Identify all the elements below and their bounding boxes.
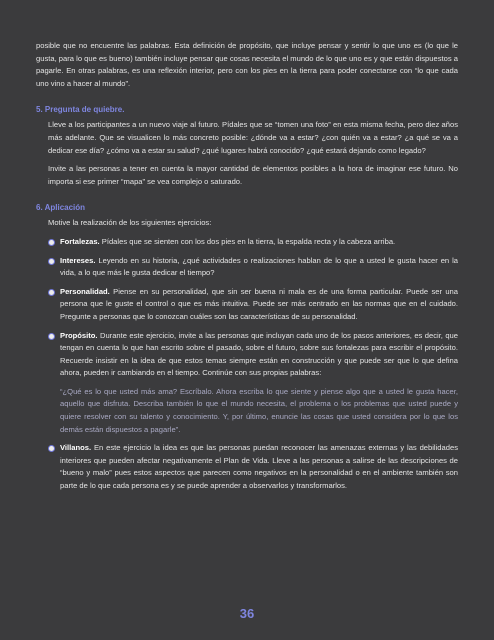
list-item-text: En este ejercicio la idea es que las personas puedan reconocer las amenazas externas y las debilidades interiores que pueden afectar negativamente el Plan de Vida. Lleve a las personas a salirse de las descripciones de “bueno y malo” pues estos aspectos que parecen como negativos en la personalidad o en el ambiente también son parte de lo que cada persona es y se puede aprender a observarlos y transformarlos. xyxy=(60,443,458,491)
bullet-icon xyxy=(48,239,55,246)
list-item-term: Propósito. xyxy=(60,330,98,340)
bullet-icon xyxy=(48,258,55,265)
list-item-proposito xyxy=(36,330,458,380)
proposito-quote: “¿Qué es lo que usted más ama? Escríbalo. Ahora escriba lo que siente y piense algo que a usted le gusta hacer, aquello que disfruta. Describa también lo que el mundo necesita, el problema o los problemas que usted puede y quiere resolver con su talento y conocimiento. Y, por último, enuncie las cosas que usted considera por lo que los demás están dispuestos a pagarle”. xyxy=(60,386,458,434)
list-item-term: Villanos. xyxy=(60,443,92,453)
page-body xyxy=(36,40,458,493)
bullet-icon xyxy=(48,289,55,296)
list-item-text: Pídales que se sienten con los dos pies en la tierra, la espalda recta y la cabeza arriba. xyxy=(99,236,396,246)
section-5-paragraph-1: Lleve a los participantes a un nuevo viaje al futuro. Pídales que se “tomen una foto” en esta misma fecha, pero diez años más adelante. Que se visualicen lo más concreto posible: ¿dónde va a estar? ¿con quién va a estar? ¿a qué se va a dedicar ese día? ¿cómo va a estar su salud? ¿qué lugares habrá conocido? ¿qué estará dejando como legado? xyxy=(48,120,458,155)
list-item-term: Personalidad. xyxy=(60,286,110,296)
list-item-personalidad xyxy=(36,286,458,324)
list-item-term: Intereses. xyxy=(60,255,96,265)
intro-paragraph: posible que no encuentre las palabras. Esta definición de propósito, que incluye pensar y sentir lo que uno es (lo que le gusta, para lo que es bueno) también incluye pensar que cosas necesita el mundo de lo que uno es y que están dispuestos a pagarle. En otras palabras, es una reflexión interior, pero con los pies en la tierra para poder conectarse con “lo que cada uno vino a hacer al mundo”. xyxy=(36,41,458,88)
list-item-text: Leyendo en su historia, ¿qué actividades o realizaciones hablan de lo que a usted le gusta hacer en la vida, a lo que más le gusta dedicar el tiempo? xyxy=(60,255,458,278)
list-item-text: Piense en su personalidad, que sin ser buena ni mala es de una forma particular. Puede ser una persona que le guste el control o que es más intuitiva. Puede ser más centrado en las normas que en el cuidado. Pregunte a personas que lo conozcan cuáles son las características de su personalidad. xyxy=(60,286,458,321)
list-item-fortalezas xyxy=(36,236,458,249)
section-6-lead: Motive la realización de los siguientes ejercicios: xyxy=(48,218,212,228)
bullet-icon xyxy=(48,445,55,452)
page-number: 36 xyxy=(239,606,255,621)
list-item-villanos xyxy=(36,442,458,492)
bullet-icon xyxy=(48,333,55,340)
list-item-term: Fortalezas. xyxy=(60,236,100,246)
list-item-text: Durante este ejercicio, invite a las personas que incluyan cada uno de los pasos anteriores, es decir, que tengan en cuenta lo que han escrito sobre el pasado, sobre el futuro, sobre sus fortalezas para escribir el propósito. Recuerde insistir en la idea de que estos temas siempre están en construcción y que puede ser que lo que defina ahora, pueden ir cambiando en el tiempo. Continúe con sus propias palabras: xyxy=(60,330,458,378)
section-5-paragraph-2: Invite a las personas a tener en cuenta la mayor cantidad de elementos posibles a la hora de imaginar ese futuro. No importa si ese primer “mapa” se vea complejo o saturado. xyxy=(48,164,458,186)
section-6 xyxy=(36,202,458,492)
list-item-intereses xyxy=(36,255,458,280)
section-6-title: 6. Aplicación xyxy=(36,203,86,213)
section-5-title: 5. Pregunta de quiebre. xyxy=(36,105,125,115)
section-5 xyxy=(36,104,458,188)
